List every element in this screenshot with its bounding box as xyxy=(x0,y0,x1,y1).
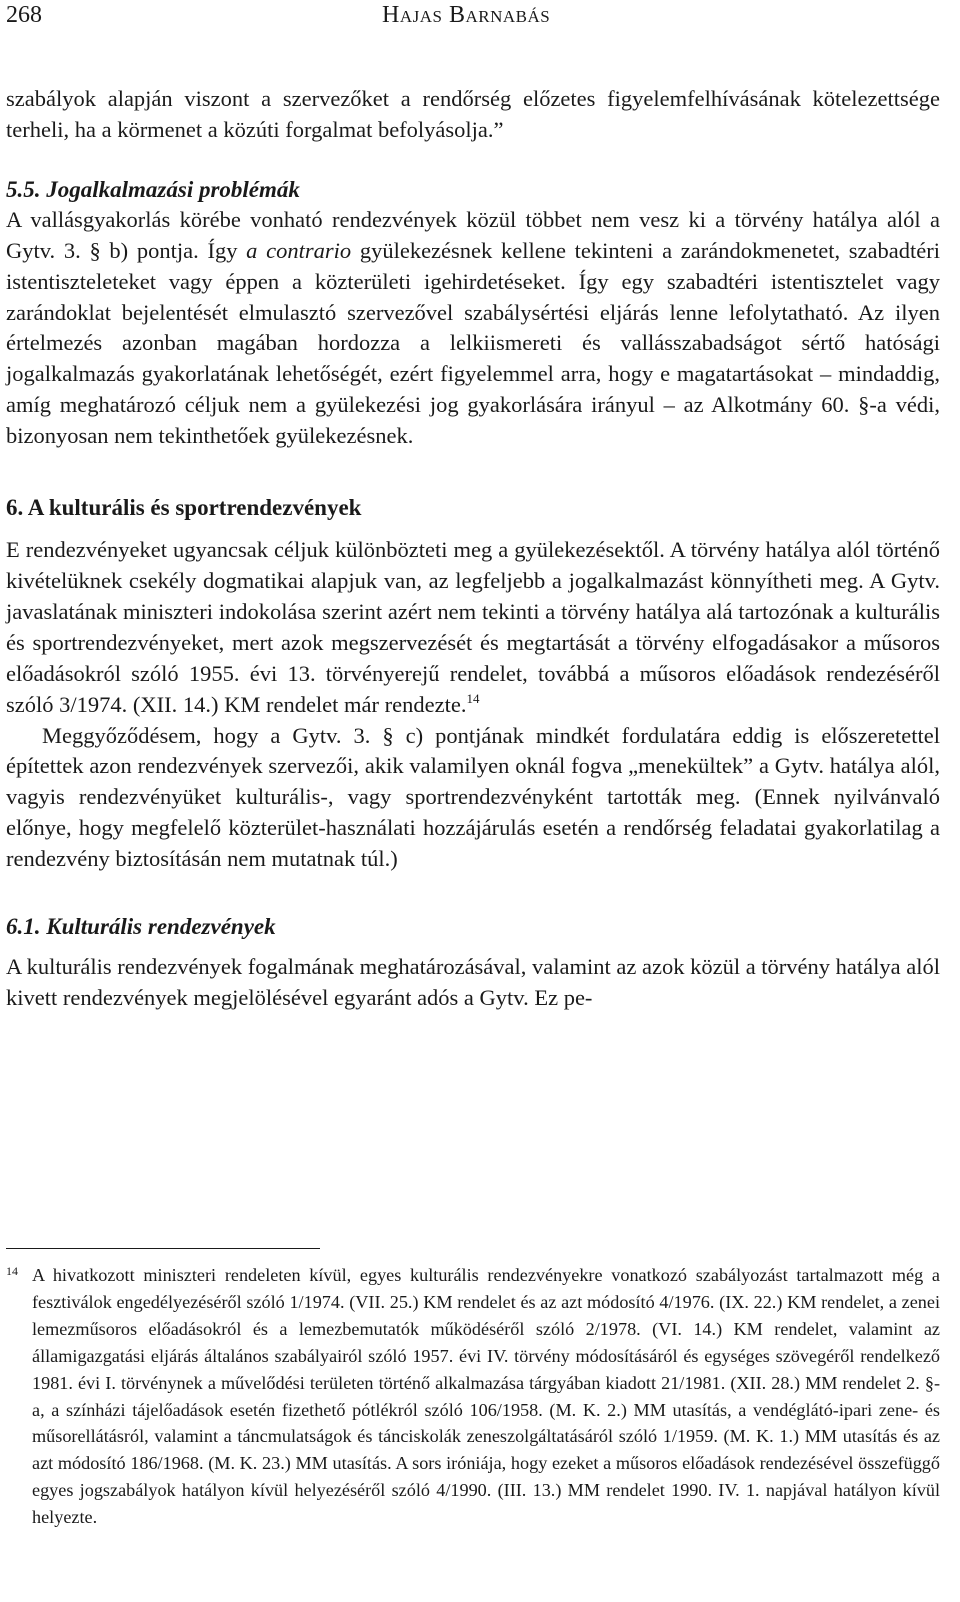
page-number: 268 xyxy=(6,2,42,28)
intro-paragraph: szabályok alapján viszont a szervezőket a rendőrség előzetes figyelemfelhívásának kötelezettsége terheli, ha a körmenet a közúti forgalmat befolyásolja.” xyxy=(6,86,940,142)
section-6-paragraph-1 xyxy=(6,535,940,720)
footnote-number: 14 xyxy=(6,1264,18,1278)
footnote-ref-14: 14 xyxy=(466,690,480,706)
section-6-1-paragraph: A kulturális rendezvények fogalmának meghatározásával, valamint az azok közül a törvény hatálya alól kivett rendezvények megjelölésével egyaránt adós a Gytv. Ez pe- xyxy=(6,954,940,1010)
section-heading-6: 6. A kulturális és sportrendezvények xyxy=(6,495,362,521)
section-heading-5-5: 5.5. Jogalkalmazási problémák xyxy=(6,176,300,202)
section-6-text-a: E rendezvényeket ugyancsak céljuk különbözteti meg a gyülekezésektől. A törvény hatálya alól történő kivételüknek csekély dogmatikai alapjuk van, az legfeljebb a jogalkalmazást könnyítheti meg. A Gytv. javaslatának miniszteri indokolása szerint azért nem tekinti a törvény hatálya alá tartozónak a kulturális és sportrendezvényeket, mert azok megszervezését és megtartását a törvény elfogadásakor a műsoros előadásokról szóló 1955. évi 13. törvényerejű rendelet, továbbá a műsoros előadások rendezéséről szóló 3/1974. (XII. 14.) KM rendelet már rendezte. xyxy=(6,537,940,717)
page-header xyxy=(6,2,940,32)
section-heading-6-1: 6.1. Kulturális rendezvények xyxy=(6,914,276,940)
section-5-5-text-b: gyülekezésnek kellene tekinteni a zarándokmenetet, szabadtéri istentiszteleteket vagy éppen a közterületi igehirdetéseket. Így egy szabadtéri istentisztelet vagy zarándoklat bejelentését elmulasztó szervezővel szabálysértési eljárás lenne lefolytatható. Az ilyen értelmezés azonban magában hordozza a lelkiismereti és vallásszabadságot sértő hatósági jogalkalmazás gyakorlatának lehetőségét, ezért figyelemmel arra, hogy e magatartásokat – mindaddig, amíg meghatározó céljuk nem a gyülekezési jog gyakorlására irányul – az Alkotmány 60. §-a védi, bizonyosan nem tekinthetőek gyülekezésnek. xyxy=(6,237,940,449)
footnote-separator xyxy=(6,1248,320,1249)
running-head: Hajas Barnabás xyxy=(382,2,551,28)
footnote-text: A hivatkozott miniszteri rendeleten kívül, egyes kulturális rendezvényekre vonatkozó szabályozást tartalmazott még a fesztiválok engedélyezéséről szóló 1/1974. (VII. 25.) KM rendelet és az azt módosító 4/1976. (IX. 22.) KM rendelet, a zenei lemezműsoros előadásokról és a lemezbemutatók működéséről szóló 2/1978. (VI. 14.) KM rendelet, valamint az államigazgatási eljárás általános szabályairól szóló 1957. évi IV. törvény módosításáról és egységes szövegéről rendelkező 1981. évi I. törvénynek a művelődési területen történő alkalmazása tárgyában kiadott 21/1981. (XII. 28.) MM rendelet 2. §-a, a színházi tájelőadások esetén fizethető pótlékról szóló 106/1958. (M. K. 2.) MM utasítás, a vendéglátó-ipari zene- és műsorellátásról, valamint a táncmulatságok és tánciskolák zeneszolgáltatásáról szóló 1/1959. (M. K. 1.) MM utasítás és az azt módosító 186/1968. (M. K. 23.) MM utasítás. A sors iróniája, hogy ezeket a műsoros előadások rendezésével összefüggő egyes jogszabályok hatályon kívül helyezéséről szóló 4/1990. (III. 13.) MM rendelet 1990. IV. 1. napjával hatályon kívül helyezte. xyxy=(32,1265,940,1528)
footnotes xyxy=(6,1262,940,1531)
footnote-14 xyxy=(6,1262,940,1531)
section-5-5-text-a: A vallásgyakorlás körébe vonható rendezvények közül többet nem vesz ki a törvény hatálya alól a Gytv. 3. § b) pontja. Így xyxy=(6,206,940,263)
section-6-paragraph-2: Meggyőződésem, hogy a Gytv. 3. § c) pontjának mindkét fordulatára eddig is előszeretettel építettek azon rendezvények szervezői, akik valamilyen oknál fogva „menekültek” a Gytv. hatálya alól, vagyis rendezvényüket kulturális-, vagy sportrendezvényként tartották meg. (Ennek nyilvánvaló előnye, hogy megfelelő közterület-használati hozzájárulás esetén a rendőrség feladatai gyakorlatilag a rendezvény biztosításán nem mutatnak túl.) xyxy=(6,722,940,872)
main-text xyxy=(6,84,940,1014)
latin-phrase: a contrario xyxy=(246,237,352,263)
section-5-5-paragraph xyxy=(6,205,940,452)
